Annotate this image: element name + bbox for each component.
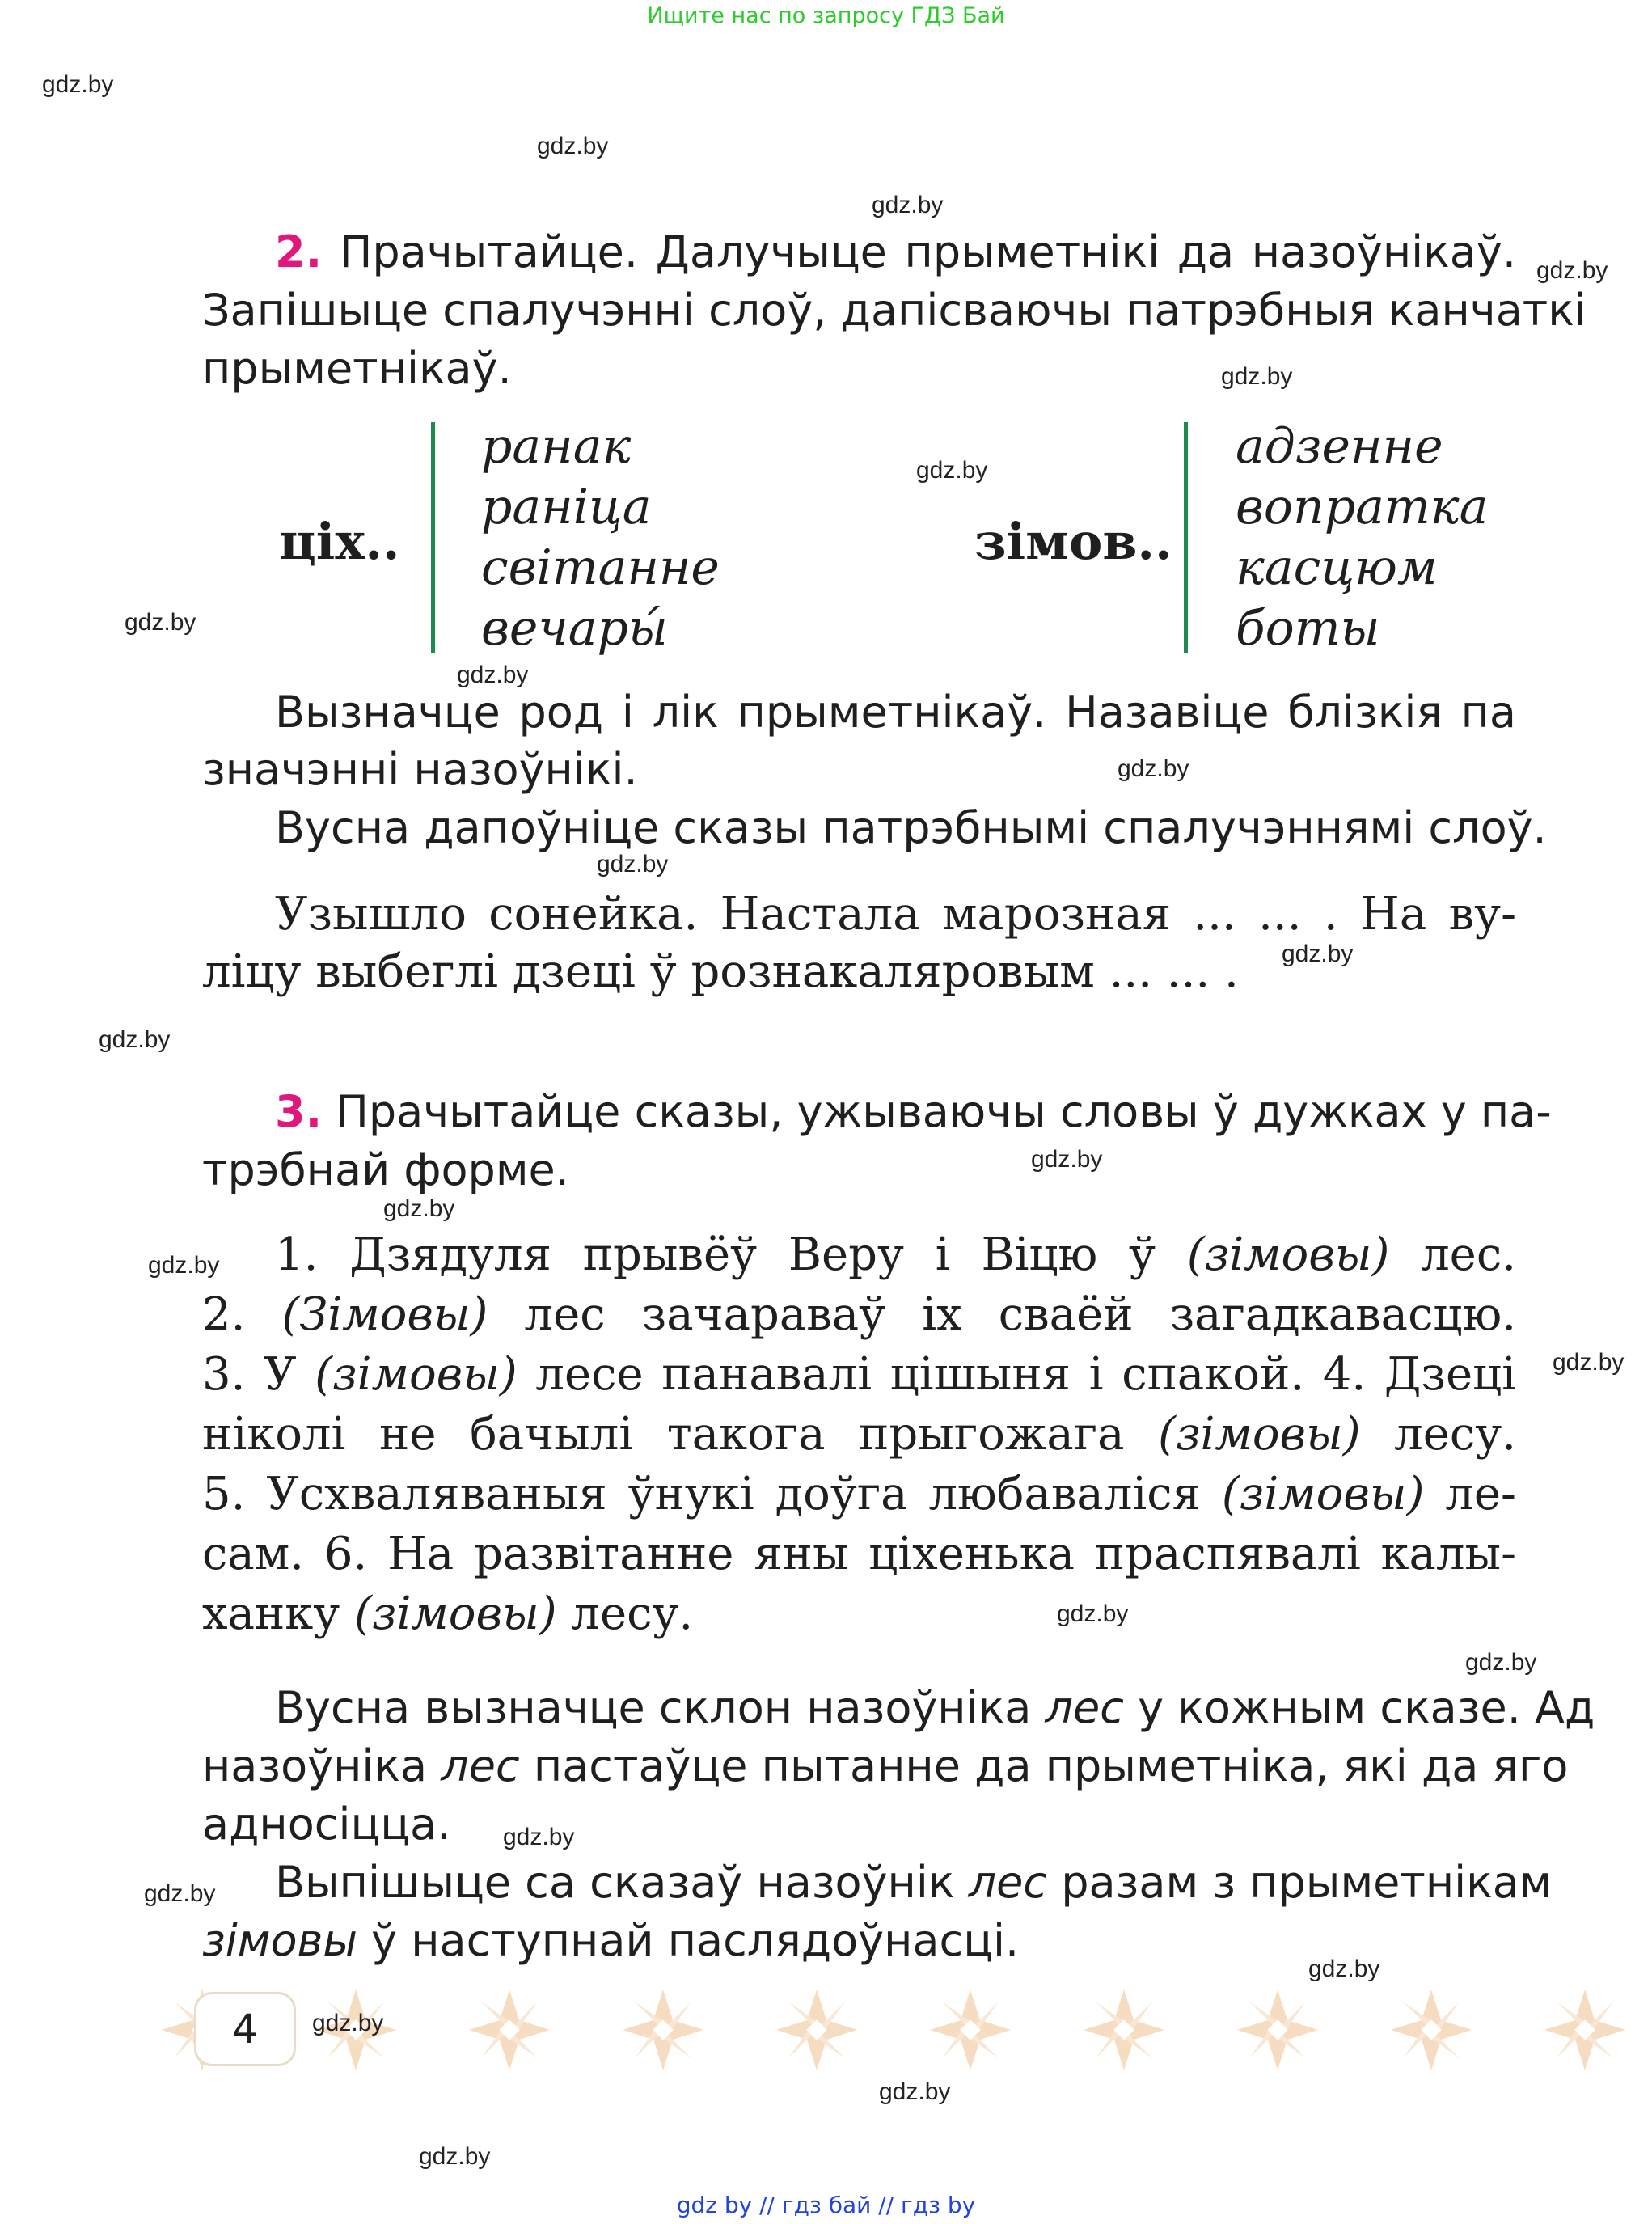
ex2-left-word: раніца xyxy=(481,479,652,535)
ex3-s2-end: лес зачараваў іх сваёй загадкавасцю. xyxy=(524,1288,1516,1341)
ex3-t1-end: у кожным сказе. Ад xyxy=(1138,1682,1595,1733)
ex3-s7-end: лесу. xyxy=(571,1588,694,1640)
watermark: gdz.by xyxy=(872,192,944,218)
watermark: gdz.by xyxy=(144,1880,216,1907)
ex2-sentence-line2: ліцу выбеглі дзеці ў рознакаляровым ... ... . xyxy=(202,945,1239,998)
ex3-t2-end: пастаўце пытанне да прыметніка, які да яго xyxy=(533,1740,1569,1791)
ex3-s3-text: 3. У xyxy=(202,1348,297,1401)
watermark: gdz.by xyxy=(1553,1349,1625,1376)
watermark: gdz.by xyxy=(503,1824,575,1850)
ex3-s3-hint: (зімовы) xyxy=(315,1348,518,1401)
ex2-left-divider xyxy=(431,422,435,653)
ex2-left-word: ранак xyxy=(481,418,632,475)
watermark: gdz.by xyxy=(1465,1649,1537,1676)
ex2-right-divider xyxy=(1184,422,1188,653)
ex3-t4-text: Выпішыце са сказаў назоўнік xyxy=(275,1857,955,1908)
ex3-s4-text: ніколі не бачылі такога прыгожага xyxy=(202,1408,1125,1461)
ex3-sentence-line3 xyxy=(202,1345,1516,1405)
ex2-right-stem: зімов.. xyxy=(974,512,1172,571)
ex2-right-word: боты xyxy=(1236,600,1380,657)
watermark: gdz.by xyxy=(1536,257,1608,284)
ex3-s4-end: лесу. xyxy=(1394,1408,1516,1461)
ex2-right-word: адзенне xyxy=(1236,418,1443,475)
watermark: gdz.by xyxy=(879,2078,951,2105)
ex3-task-line2 xyxy=(202,1736,1569,1796)
ex3-s3-end: лесе панавалі цішыня і спакой. 4. Дзеці xyxy=(535,1348,1516,1401)
watermark: gdz.by xyxy=(1308,1956,1380,1982)
watermark: gdz.by xyxy=(148,1252,220,1279)
watermark: gdz.by xyxy=(1282,941,1354,967)
watermark: gdz.by xyxy=(419,2143,491,2170)
ex2-task-line1: Вызначце род і лік прыметнікаў. Назавіце блізкія па xyxy=(275,687,1516,738)
ex2-right-word: касцюм xyxy=(1236,539,1438,596)
ex3-task-line5 xyxy=(202,1911,1019,1971)
ex3-t4-word: лес xyxy=(968,1857,1048,1908)
ex2-left-stem: ціх.. xyxy=(279,512,400,571)
ex3-line1-text: Прачытайце сказы, ужываючы словы ў дужках у па- xyxy=(336,1086,1552,1137)
ex2-instruction-line3: прыметнікаў. xyxy=(202,343,512,394)
ex2-instruction-line1 xyxy=(275,222,1516,282)
ex3-instruction-line1 xyxy=(275,1082,1552,1142)
ex2-line1-text: Прачытайце. Далучыце прыметнікі да назоўнікаў. xyxy=(339,226,1516,277)
watermark: gdz.by xyxy=(1031,1146,1103,1173)
watermark: gdz.by xyxy=(1118,755,1189,782)
ex2-left-word: світанне xyxy=(481,539,720,596)
ex3-sentence-line2 xyxy=(202,1285,1516,1345)
ex3-s1-end: лес. xyxy=(1421,1228,1516,1281)
watermark: gdz.by xyxy=(537,133,609,159)
ex3-s2-hint: (Зімовы) xyxy=(281,1288,488,1341)
ex2-left-word: вечары́ xyxy=(481,600,668,657)
ex3-s5-end: ле- xyxy=(1445,1468,1516,1520)
ex2-task-line2: значэнні назоўнікі. xyxy=(202,744,638,795)
ex3-t4-end: разам з прыметнікам xyxy=(1061,1857,1553,1908)
ex3-task-line4 xyxy=(275,1853,1553,1913)
ex3-task-line1 xyxy=(275,1678,1595,1738)
watermark: gdz.by xyxy=(1057,1600,1129,1627)
ex3-t5-end: ў наступнай паслядоўнасці. xyxy=(371,1915,1020,1966)
ex3-s4-hint: (зімовы) xyxy=(1158,1408,1361,1461)
ex3-sentence-line4 xyxy=(202,1405,1516,1465)
page-number: 4 xyxy=(194,1992,296,2066)
ex3-s1-hint: (зімовы) xyxy=(1186,1228,1390,1281)
ex2-number: 2. xyxy=(275,226,323,277)
watermark: gdz.by xyxy=(1221,363,1293,390)
ex3-t5-word: зімовы xyxy=(202,1915,357,1966)
watermark: gdz.by xyxy=(312,2010,384,2036)
ex2-right-word-list xyxy=(1236,416,1488,659)
watermark: gdz.by xyxy=(383,1195,455,1222)
ex3-task-line3: адносіцца. xyxy=(202,1799,451,1850)
watermark: gdz.by xyxy=(42,71,114,98)
ex3-t1-text: Вусна вызначце склон назоўніка xyxy=(275,1682,1032,1733)
ex3-t2-text: назоўніка xyxy=(202,1740,428,1791)
watermark: gdz.by xyxy=(99,1026,171,1053)
ex3-s7-hint: (зімовы) xyxy=(354,1588,557,1640)
ex3-sentence-line5 xyxy=(202,1465,1516,1524)
watermark: gdz.by xyxy=(457,662,529,688)
ex3-t2-word: лес xyxy=(441,1740,520,1791)
ex2-instruction-line2: Запішыце спалучэнні слоў, дапісваючы патрэбныя канчаткі xyxy=(202,285,1587,336)
ex3-instruction-line2: трэбнай форме. xyxy=(202,1144,569,1195)
ex3-sentence-line6: сам. 6. На развітанне яны ціхенька праспявалі калы- xyxy=(202,1528,1516,1580)
ex3-s5-text: 5. Усхваляваныя ўнукі доўга любаваліся xyxy=(202,1468,1201,1520)
ex3-t1-word: лес xyxy=(1045,1682,1124,1733)
ex3-sentence-line1 xyxy=(275,1225,1516,1285)
ex2-left-word-list xyxy=(481,416,720,659)
watermark: gdz.by xyxy=(916,457,988,484)
ex3-number: 3. xyxy=(275,1086,323,1137)
ex3-s2-text: 2. xyxy=(202,1288,246,1341)
ex2-sentence-line1: Узышло сонейка. Настала марозная ... ... . На ву- xyxy=(275,888,1516,941)
top-banner: Ищите нас по запросу ГДЗ Бай xyxy=(647,3,1005,28)
ex3-s1-text: 1. Дзядуля прывёў Веру і Віцю ў xyxy=(275,1228,1156,1281)
watermark: gdz.by xyxy=(125,609,196,636)
ex2-task-line3: Вусна дапоўніце сказы патрэбнымі спалучэннямі слоў. xyxy=(275,802,1547,853)
ex3-s7-text: ханку xyxy=(202,1588,340,1640)
footer-links[interactable]: gdz by // гдз бай // гдз by xyxy=(676,2192,976,2218)
ex3-s5-hint: (зімовы) xyxy=(1221,1468,1425,1520)
watermark: gdz.by xyxy=(597,851,669,877)
ex2-right-word: вопратка xyxy=(1236,479,1489,535)
ex3-sentence-line7 xyxy=(202,1584,693,1644)
